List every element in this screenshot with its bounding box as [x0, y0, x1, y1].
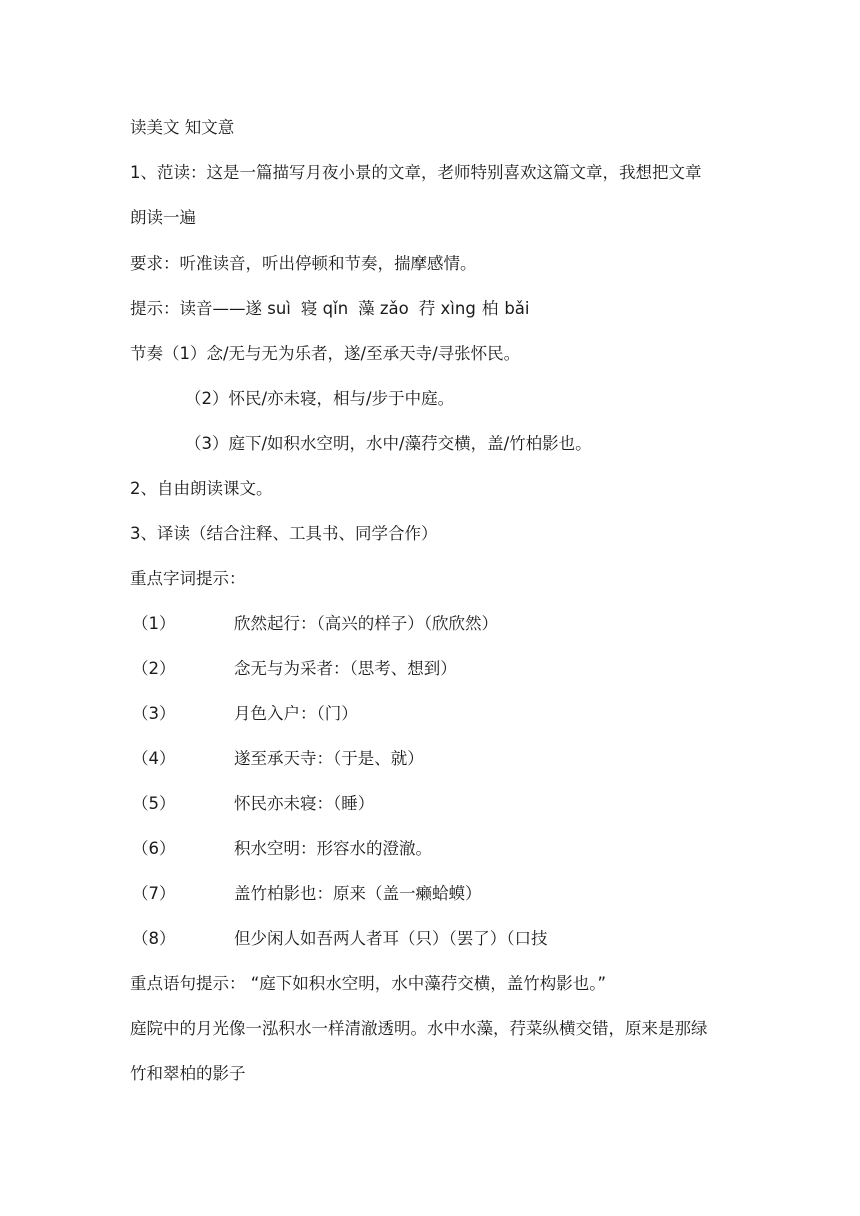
keyword-item: 月色入户：（门）: [234, 704, 358, 723]
rhythm-line2: （2）怀民/亦未寝，相与/步于中庭。: [185, 389, 455, 408]
translation-line2: 竹和翠柏的影子: [130, 1064, 246, 1083]
pronunciation-item: 遂 suì: [245, 299, 291, 318]
keyword-number: （7）: [132, 884, 176, 903]
sentence-hint: 重点语句提示： “庭下如积水空明，水中藻荇交横，盖竹构影也。”: [130, 974, 607, 993]
keyword-number: （8）: [132, 929, 176, 948]
pronunciation-prefix: 提示：读音——: [130, 299, 246, 318]
translation-line1: 庭院中的月光像一泓积水一样清澈透明。水中水藻，荇菜纵横交错，原来是那绿: [130, 1019, 708, 1038]
keyword-number: （1）: [132, 614, 176, 633]
keyword-item: 怀民亦未寝：（睡）: [234, 794, 375, 813]
pronunciation-item: 藻 zǎo: [358, 299, 409, 318]
keyword-item: 念无与为采者：（思考、想到）: [234, 659, 457, 678]
keyword-item: 积水空明：形容水的澄澈。: [234, 839, 432, 858]
step3-text: 3、译读（结合注释、工具书、同学合作）: [130, 524, 438, 543]
keyword-item: 遂至承天寺：（于是、就）: [234, 749, 424, 768]
rhythm-line1: 节奏（1）念/无与无为乐者，遂/至承天寺/寻张怀民。: [130, 344, 521, 363]
pronunciation-item: 柏: [481, 299, 499, 318]
keywords-title: 重点字词提示：: [130, 569, 246, 588]
pronunciation-hint: [130, 297, 529, 321]
keyword-number: （3）: [132, 704, 176, 723]
pronunciation-item: bǎi: [504, 299, 530, 318]
keyword-item: 欣然起行：（高兴的样子）（欣欣然）: [234, 614, 498, 633]
keyword-item: 但少闲人如吾两人者耳（只）（罢了）（口技: [234, 929, 548, 948]
pronunciation-item: 寝 qǐn: [300, 299, 349, 318]
keyword-number: （4）: [132, 749, 176, 768]
keyword-number: （2）: [132, 659, 176, 678]
keyword-item: 盖竹柏影也：原来（盖一癞蛤蟆）: [234, 884, 482, 903]
section-title: 读美文 知文意: [130, 118, 235, 137]
step1-line1: 1、范读：这是一篇描写月夜小景的文章，老师特别喜欢这篇文章，我想把文章: [130, 163, 702, 182]
pronunciation-item: 荇 xìng: [418, 299, 476, 318]
rhythm-line3: （3）庭下/如积水空明，水中/藻荇交横，盖/竹柏影也。: [185, 434, 592, 453]
step1-line2: 朗读一遍: [130, 208, 196, 227]
keyword-number: （5）: [132, 794, 176, 813]
step2-text: 2、自由朗读课文。: [130, 479, 273, 498]
keyword-number: （6）: [132, 839, 176, 858]
requirement-text: 要求：听准读音，听出停顿和节奏，揣摩感情。: [130, 254, 477, 273]
